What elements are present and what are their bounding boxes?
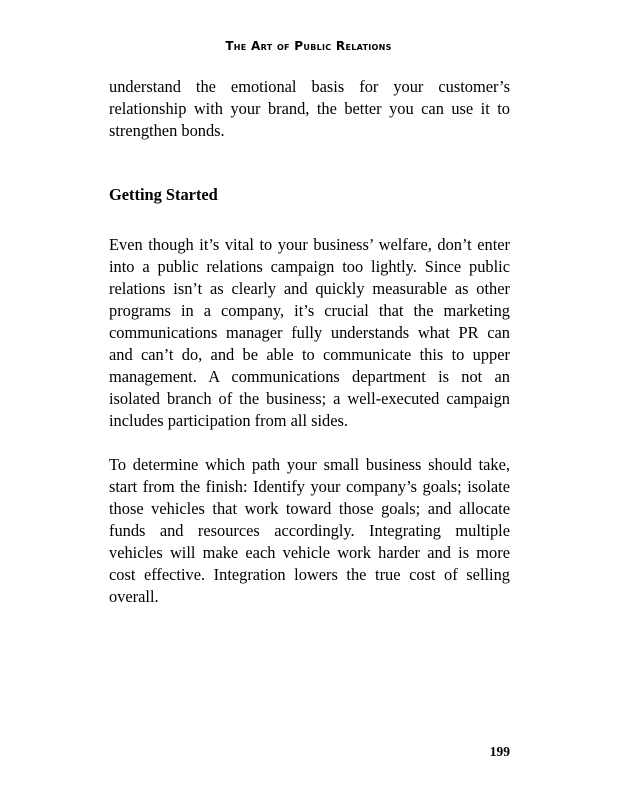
paragraph-getting-started: Even though it’s vital to your business’ welfare, don’t enter into a public relations campaign too lightly. Since public relations isn’t as clearly and quickly measurable as other programs in a company, it’s crucial that the marketing communications manager fully understands what PR can and can’t do, and be able to communicate this to upper management. A communications department is not an isolated branch of the business; a well-executed campaign includes participation from all sides. <box>109 235 510 430</box>
page-number: 199 <box>489 744 510 759</box>
section-heading: Getting Started <box>109 185 218 204</box>
running-header: The Art of Public Relations <box>225 39 392 53</box>
paragraph-determine-path: To determine which path your small business should take, start from the finish: Identify your company’s goals; isolate those vehicles that work toward those goals; and allocate funds and resources accordingly. Integrating multiple vehicles will make each vehicle work harder and is more cost effective. Integration lowers the true cost of selling overall. <box>109 455 510 606</box>
paragraph-continuation: understand the emotional basis for your customer’s relationship with your brand, the better you can use it to strengthen bonds. <box>109 77 510 140</box>
